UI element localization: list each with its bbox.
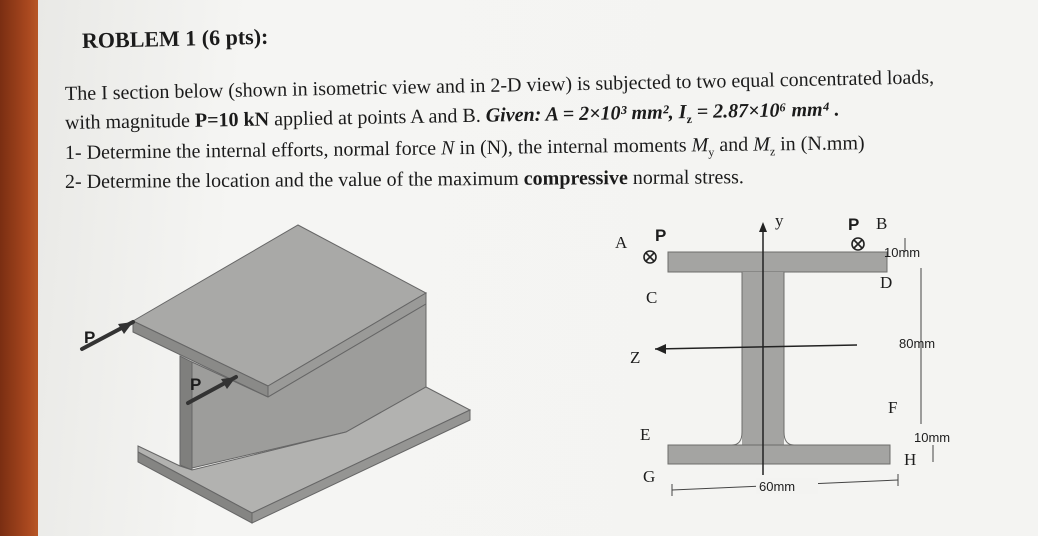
iso-load-label-1: P	[84, 328, 96, 347]
section-top-flange	[668, 252, 887, 272]
axis-z-label: Z	[630, 348, 641, 367]
problem-line-4: 2- Determine the location and the value of the maximum compressive normal stress.	[64, 166, 744, 193]
point-a-label: A	[615, 233, 628, 252]
section-bottom-flange	[668, 445, 890, 464]
axis-y-label: y	[775, 211, 784, 230]
dim-bottom-flange: 10mm	[914, 430, 951, 445]
load-symbol-a-cross	[646, 253, 655, 262]
isometric-i-beam	[82, 225, 470, 523]
point-c-label: C	[646, 288, 658, 307]
point-b-label: B	[876, 214, 888, 233]
load-a-label: P	[655, 226, 667, 245]
problem-line-1: The I section below (shown in isometric view and in 2-D view) is subjected to two equal concentrated loads,	[64, 66, 935, 105]
problem-line-3: 1- Determine the internal efforts, normal force N in (N), the internal moments $M_y$ and $M_z$ in (N.mm)	[64, 132, 865, 164]
problem-title: ROBLEM 1 (6 pts):	[81, 23, 269, 53]
load-b-label: P	[848, 215, 860, 234]
point-h-label: H	[904, 450, 917, 469]
point-g-label: G	[643, 467, 656, 486]
problem-line-2: with magnitude P=10 kN applied at points A and B. Given: A = 2×10³ mm², $I_z = 2.87\times 10^6$ mm⁴ .	[64, 98, 840, 134]
point-f-label: F	[888, 398, 898, 417]
y-axis-arrow	[759, 222, 767, 232]
iso-load-label-2: P	[190, 375, 202, 394]
dim-web: 80mm	[899, 336, 936, 351]
point-e-label: E	[640, 425, 651, 444]
load-symbol-b-cross	[854, 240, 863, 249]
z-axis-arrow	[655, 344, 666, 354]
point-d-label: D	[880, 273, 893, 292]
dim-top-flange: 10mm	[884, 245, 921, 260]
dim-width: 60mm	[759, 479, 796, 494]
web-front	[180, 356, 192, 470]
cross-section	[615, 211, 950, 496]
